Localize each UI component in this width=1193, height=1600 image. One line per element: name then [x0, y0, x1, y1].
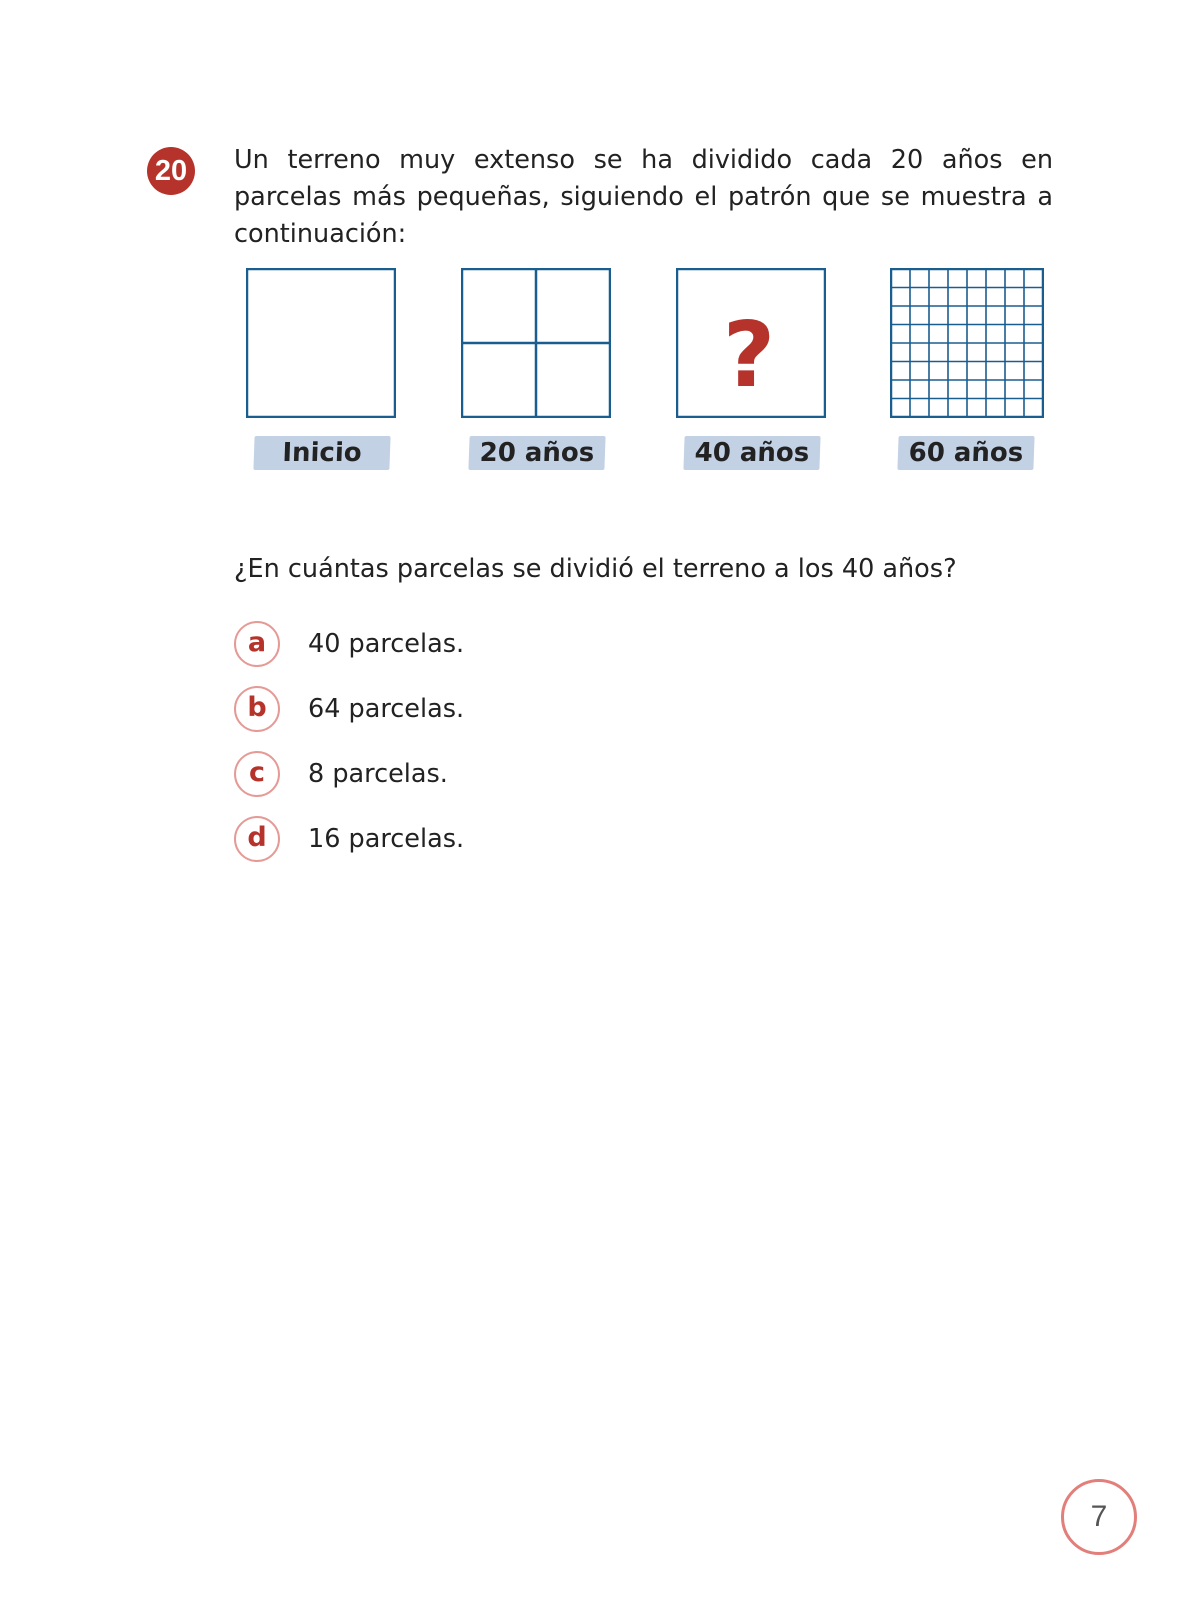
figure-label-60-anos: 60 años	[897, 436, 1034, 470]
figure-label-inicio: Inicio	[253, 436, 390, 470]
question-intro-text: Un terreno muy extenso se ha dividido cada 20 años en parcelas más pequeñas, siguiendo el patrón que se muestra a continuación:	[234, 145, 1053, 249]
figure-60-anos	[890, 268, 1040, 468]
figure-inicio	[246, 268, 396, 468]
figure-label-40-anos: 40 años	[683, 436, 820, 470]
figure-20-anos	[461, 268, 611, 468]
option-letter-b[interactable]: b	[234, 686, 280, 732]
option-text-a: 40 parcelas.	[308, 629, 465, 659]
plot-grid-2x2	[461, 268, 611, 418]
figure-40-anos	[676, 268, 826, 468]
question-mark-icon: ?	[722, 303, 776, 408]
question-number-badge: 20	[147, 147, 195, 195]
option-text-c: 8 parcelas.	[308, 759, 448, 789]
option-letter-d[interactable]: d	[234, 816, 280, 862]
page-number: 7	[1061, 1479, 1137, 1555]
plot-grid-unknown	[676, 268, 826, 418]
option-letter-a[interactable]: a	[234, 621, 280, 667]
option-text-b: 64 parcelas.	[308, 694, 465, 724]
option-letter-c[interactable]: c	[234, 751, 280, 797]
plot-grid-1x1	[246, 268, 396, 418]
plot-grid-8x8	[890, 268, 1044, 418]
figure-label-20-anos: 20 años	[468, 436, 605, 470]
question-prompt: ¿En cuántas parcelas se dividió el terreno a los 40 años?	[234, 554, 957, 584]
option-text-d: 16 parcelas.	[308, 824, 465, 854]
